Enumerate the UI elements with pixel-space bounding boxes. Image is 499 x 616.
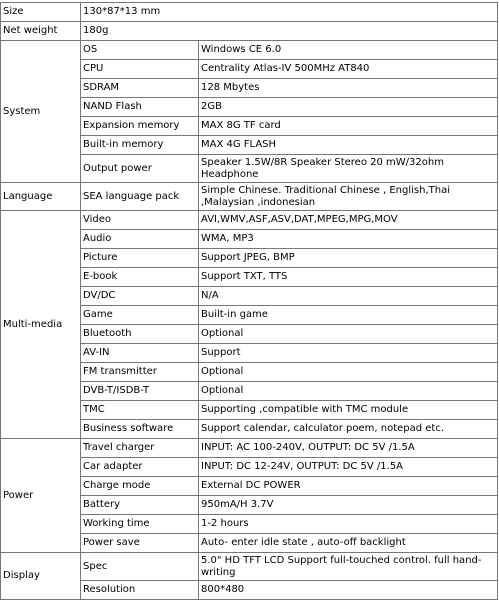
value-cell: MAX 8G TF card <box>199 117 498 136</box>
label-cell: SDRAM <box>81 79 199 98</box>
value-cell: INPUT: AC 100-240V, OUTPUT: DC 5V /1.5A <box>199 439 498 458</box>
label-cell: Output power <box>81 155 199 183</box>
label-cell: Power save <box>81 534 199 553</box>
category-cell: Display <box>1 553 81 600</box>
label-cell: Car adapter <box>81 458 199 477</box>
category-cell: System <box>1 41 81 183</box>
value-cell: Windows CE 6.0 <box>199 41 498 60</box>
value-cell: Built-in game <box>199 306 498 325</box>
category-cell: Size <box>1 3 81 22</box>
label-cell: Working time <box>81 515 199 534</box>
value-cell: External DC POWER <box>199 477 498 496</box>
label-cell: Built-in memory <box>81 136 199 155</box>
label-cell: Battery <box>81 496 199 515</box>
table-row <box>1 211 498 230</box>
value-cell: Optional <box>199 363 498 382</box>
value-cell: Optional <box>199 325 498 344</box>
value-cell: Centrality Atlas-IV 500MHz AT840 <box>199 60 498 79</box>
table-row <box>1 22 498 41</box>
value-cell: Support calendar, calculator poem, notepad etc. <box>199 420 498 439</box>
label-cell: DVB-T/ISDB-T <box>81 382 199 401</box>
value-cell: 2GB <box>199 98 498 117</box>
value-cell: 1-2 hours <box>199 515 498 534</box>
label-cell: AV-IN <box>81 344 199 363</box>
label-cell: Audio <box>81 230 199 249</box>
label-cell: OS <box>81 41 199 60</box>
table-row <box>1 183 498 211</box>
label-cell: Spec <box>81 553 199 581</box>
label-cell: SEA language pack <box>81 183 199 211</box>
value-cell: Supporting ,compatible with TMC module <box>199 401 498 420</box>
table-row <box>1 3 498 22</box>
label-cell: Resolution <box>81 581 199 600</box>
label-cell: Expansion memory <box>81 117 199 136</box>
label-cell: Game <box>81 306 199 325</box>
label-cell: Charge mode <box>81 477 199 496</box>
value-cell: 950mA/H 3.7V <box>199 496 498 515</box>
value-cell: 5.0" HD TFT LCD Support full-touched control. full hand-writing <box>199 553 498 581</box>
category-cell: Multi-media <box>1 211 81 439</box>
value-cell: 130*87*13 mm <box>81 3 498 22</box>
label-cell: Business software <box>81 420 199 439</box>
value-cell: Support TXT, TTS <box>199 268 498 287</box>
category-cell: Language <box>1 183 81 211</box>
value-cell: Optional <box>199 382 498 401</box>
value-cell: N/A <box>199 287 498 306</box>
label-cell: CPU <box>81 60 199 79</box>
label-cell: Travel charger <box>81 439 199 458</box>
table-row <box>1 553 498 581</box>
value-cell: Support <box>199 344 498 363</box>
value-cell: WMA, MP3 <box>199 230 498 249</box>
label-cell: DV/DC <box>81 287 199 306</box>
value-cell: Simple Chinese. Traditional Chinese , English,Thai ,Malaysian ,indonesian <box>199 183 498 211</box>
value-cell: 128 Mbytes <box>199 79 498 98</box>
label-cell: Bluetooth <box>81 325 199 344</box>
label-cell: TMC <box>81 401 199 420</box>
value-cell: Speaker 1.5W/8R Speaker Stereo 20 mW/32ohm Headphone <box>199 155 498 183</box>
category-cell: Power <box>1 439 81 553</box>
value-cell: MAX 4G FLASH <box>199 136 498 155</box>
label-cell: Video <box>81 211 199 230</box>
value-cell: 180g <box>81 22 498 41</box>
table-row <box>1 41 498 60</box>
table-row <box>1 439 498 458</box>
value-cell: 800*480 <box>199 581 498 600</box>
value-cell: INPUT: DC 12-24V, OUTPUT: DC 5V /1.5A <box>199 458 498 477</box>
specification-table <box>0 2 498 600</box>
label-cell: E-book <box>81 268 199 287</box>
label-cell: NAND Flash <box>81 98 199 117</box>
value-cell: Support JPEG, BMP <box>199 249 498 268</box>
value-cell: AVI,WMV,ASF,ASV,DAT,MPEG,MPG,MOV <box>199 211 498 230</box>
category-cell: Net weight <box>1 22 81 41</box>
value-cell: Auto- enter idle state , auto-off backlight <box>199 534 498 553</box>
label-cell: FM transmitter <box>81 363 199 382</box>
label-cell: Picture <box>81 249 199 268</box>
